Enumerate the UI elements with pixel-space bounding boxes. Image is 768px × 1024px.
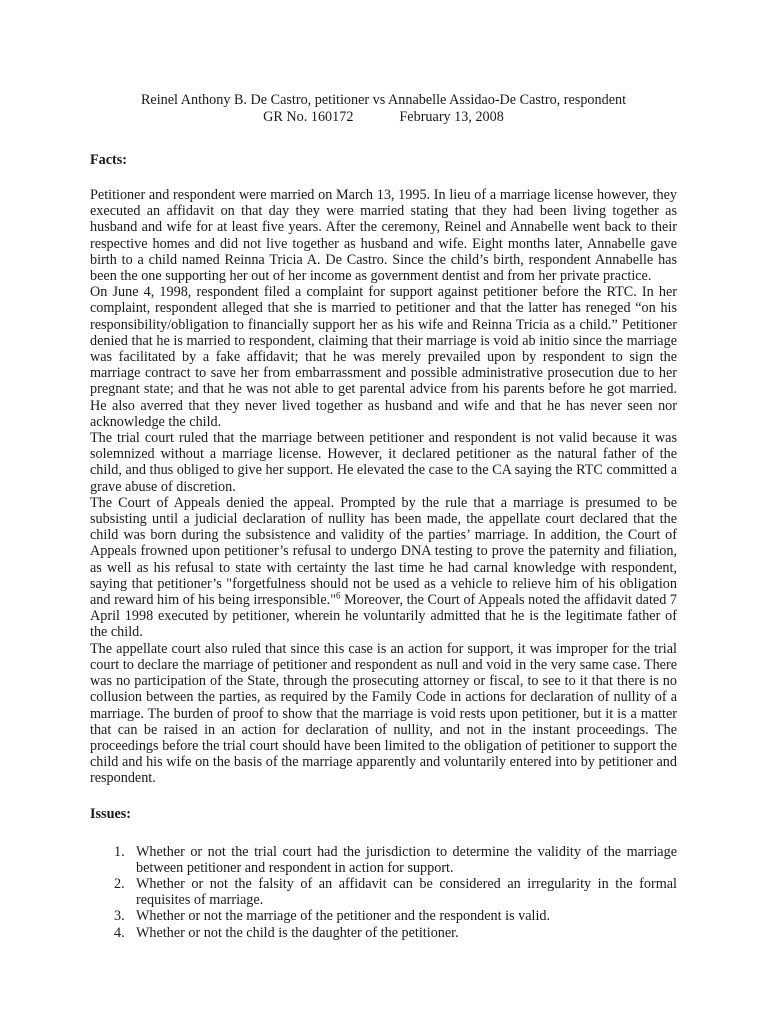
issue-text: Whether or not the falsity of an affidavit can be considered an irregularity in the formal requisites of marriage.: [136, 875, 677, 909]
facts-paragraph-appellate-ruling: The appellate court also ruled that since this case is an action for support, it was improper for the trial court to declare the marriage of petitioner and respondent as null and void in the very same case. There was no participation of the State, through the prosecuting attorney or fiscal, to see to it that there is no collusion between the parties, as required by the Family Code in actions for declaration of nullity of a marriage. The burden of proof to show that the marriage is void rests upon petitioner, but it is a matter that can be raised in an action for declaration of nullity, and not in the instant proceedings. The proceedings before the trial court should have been limited to the obligation of petitioner to support the child and his wife on the basis of the marriage apparently and voluntarily entered into by petitioner and respondent.: [90, 640, 677, 787]
ca-paragraph-text: The Court of Appeals denied the appeal. Prompted by the rule that a marriage is presumed to be subsisting until a judicial declaration of nullity has been made, the appellate court declared that the child was born during the subsistence and validity of the parties’ marriage. In addition, the Court of Appeals frowned upon petitioner’s refusal to undergo DNA testing to prove the paternity and filiation, as well as his refusal to state with certainty the last time he had carnal knowledge with respondent, saying that petitioner’s "forgetfulness should not be used as a vehicle to relieve him of his obligation and reward him of his being irresponsible.": [90, 494, 677, 609]
case-number: GR No. 160172: [263, 109, 354, 125]
issue-text: Whether or not the marriage of the petitioner and the respondent is valid.: [136, 908, 551, 925]
issue-text: Whether or not the child is the daughter of the petitioner.: [136, 924, 459, 941]
facts-paragraph-complaint: On June 4, 1998, respondent filed a complaint for support against petitioner before the RTC. In her complaint, respondent alleged that she is married to petitioner and that the latter has reneged “on his responsibility/obligation to financially support her as his wife and Reinna Tricia as a child.” Petitioner denied that he is married to respondent, claiming that their marriage is void ab initio since the marriage was facilitated by a fake affidavit; that he was merely prevailed upon by respondent to sign the marriage contract to save her from embarrassment and possible administrative prosecution due to her pregnant state; and that he was not able to get parental advice from his parents before he got married. He also averred that they never lived together as husband and wife and that he has never seen nor acknowledge the child.: [90, 284, 677, 430]
issue-number: 1.: [114, 843, 125, 860]
list-item: [90, 925, 677, 941]
facts-heading: Facts:: [90, 152, 128, 168]
facts-section: [90, 187, 677, 787]
footnote-marker: 6: [336, 590, 341, 601]
issue-number: 4.: [114, 924, 125, 941]
issue-number: 3.: [114, 908, 125, 925]
case-title-block: [90, 92, 677, 126]
ca-paragraph-text-continued: Moreover, the Court of Appeals noted the affidavit dated 7 April 1998 executed by petitioner, wherein he voluntarily admitted that he is the legitimate father of the child.: [90, 592, 677, 641]
case-reference: [90, 109, 677, 126]
facts-paragraph-trial-court: The trial court ruled that the marriage between petitioner and respondent is not valid because it was solemnized without a marriage license. However, it declared petitioner as the natural father of the child, and thus obliged to give her support. He elevated the case to the CA saying the RTC committed a grave abuse of discretion.: [90, 430, 677, 495]
issue-number: 2.: [114, 875, 125, 892]
facts-paragraph-court-of-appeals: [90, 495, 677, 641]
case-date: February 13, 2008: [399, 109, 504, 125]
issues-heading: Issues:: [90, 805, 131, 822]
list-item: [90, 844, 677, 876]
list-item: [90, 908, 677, 924]
list-item: [90, 876, 677, 908]
case-title: Reinel Anthony B. De Castro, petitioner vs Annabelle Assidao-De Castro, respondent: [140, 92, 627, 108]
issue-text: Whether or not the trial court had the jurisdiction to determine the validity of the marriage between petitioner and respondent in action for support.: [136, 843, 677, 876]
issues-list: [90, 844, 677, 941]
facts-paragraph-marriage: Petitioner and respondent were married on March 13, 1995. In lieu of a marriage license however, they executed an affidavit on that day they were married stating that they had been living together as husband and wife for at least five years. After the ceremony, Reinel and Annabelle went back to their respective homes and did not live together as husband and wife. Eight months later, Annabelle gave birth to a child named Reinna Tricia A. De Castro. Since the child’s birth, respondent Annabelle has been the one supporting her out of her income as government dentist and from her private practice.: [90, 187, 677, 285]
